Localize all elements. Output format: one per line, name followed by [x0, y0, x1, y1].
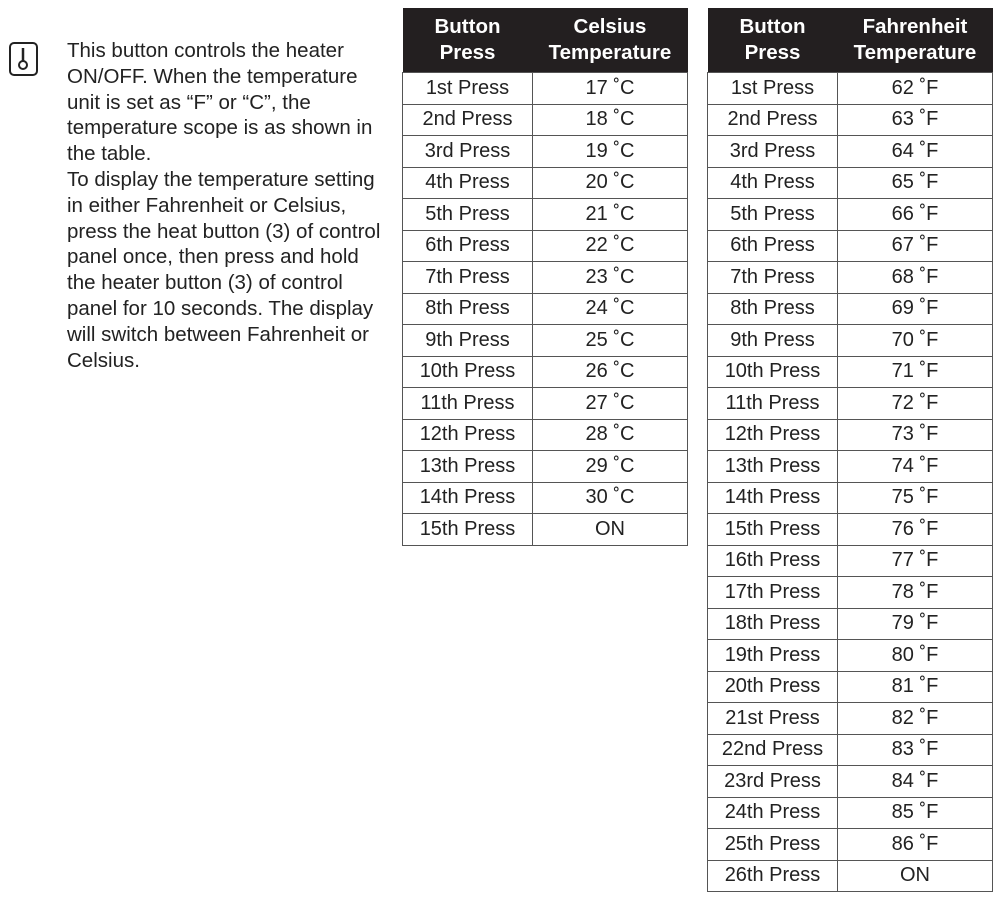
press-cell: 17th Press [708, 577, 838, 609]
press-cell: 21st Press [708, 703, 838, 735]
press-cell: 20th Press [708, 671, 838, 703]
temperature-cell: 64 ˚F [838, 136, 993, 168]
temperature-cell: 23 ˚C [533, 262, 688, 294]
press-cell: 19th Press [708, 640, 838, 672]
temperature-cell: 21 ˚C [533, 199, 688, 231]
press-cell: 18th Press [708, 608, 838, 640]
table-row [708, 640, 993, 672]
temperature-cell: 77 ˚F [838, 545, 993, 577]
press-cell: 14th Press [403, 482, 533, 514]
table-row [708, 104, 993, 136]
header-celsius-temperature: Celsius Temperature [533, 8, 688, 73]
press-cell: 2nd Press [403, 104, 533, 136]
temperature-cell: 19 ˚C [533, 136, 688, 168]
temperature-cell: 18 ˚C [533, 104, 688, 136]
table-row [403, 388, 688, 420]
press-cell: 6th Press [708, 230, 838, 262]
header-button-press: Button Press [403, 8, 533, 73]
temperature-cell: 63 ˚F [838, 104, 993, 136]
header-button-press: Button Press [708, 8, 838, 73]
press-cell: 9th Press [403, 325, 533, 357]
table-row [708, 545, 993, 577]
temperature-cell: 84 ˚F [838, 766, 993, 798]
press-cell: 13th Press [708, 451, 838, 483]
temperature-cell: 68 ˚F [838, 262, 993, 294]
table-row [403, 199, 688, 231]
press-cell: 12th Press [403, 419, 533, 451]
press-cell: 9th Press [708, 325, 838, 357]
table-row [708, 514, 993, 546]
table-row [708, 262, 993, 294]
table-row [708, 766, 993, 798]
temperature-cell: 86 ˚F [838, 829, 993, 861]
table-row [708, 671, 993, 703]
table-row [403, 356, 688, 388]
temperature-cell: 85 ˚F [838, 797, 993, 829]
press-cell: 6th Press [403, 230, 533, 262]
temperature-cell: 22 ˚C [533, 230, 688, 262]
table-row [403, 514, 688, 546]
temperature-cell: 70 ˚F [838, 325, 993, 357]
press-cell: 1st Press [403, 73, 533, 105]
press-cell: 11th Press [708, 388, 838, 420]
press-cell: 5th Press [403, 199, 533, 231]
press-cell: 3rd Press [403, 136, 533, 168]
table-row [708, 797, 993, 829]
table-row [403, 451, 688, 483]
temperature-cell: 75 ˚F [838, 482, 993, 514]
temperature-cell: 78 ˚F [838, 577, 993, 609]
temperature-cell: 25 ˚C [533, 325, 688, 357]
press-cell: 7th Press [708, 262, 838, 294]
press-cell: 16th Press [708, 545, 838, 577]
celsius-table [402, 8, 688, 546]
heater-description [67, 38, 387, 373]
fahrenheit-table [707, 8, 993, 892]
temperature-cell: 74 ˚F [838, 451, 993, 483]
table-row [708, 577, 993, 609]
press-cell: 15th Press [708, 514, 838, 546]
description-paragraph: This button controls the heater ON/OFF. When the temperature unit is set as “F” or “C”, the temperature scope is as shown in the table. [67, 39, 373, 166]
table-row [708, 293, 993, 325]
press-cell: 24th Press [708, 797, 838, 829]
table-row [708, 199, 993, 231]
temperature-cell: 69 ˚F [838, 293, 993, 325]
temperature-cell: 62 ˚F [838, 73, 993, 105]
temperature-cell: 30 ˚C [533, 482, 688, 514]
press-cell: 15th Press [403, 514, 533, 546]
description-paragraph: To display the temperature setting in either Fahrenheit or Celsius, press the heat button (3) of control panel once, then press and hold the heater button (3) of control panel for 10 seconds. The display will switch between Fahrenheit or Celsius. [67, 167, 381, 372]
table-row [708, 388, 993, 420]
table-row [403, 262, 688, 294]
table-row [708, 167, 993, 199]
press-cell: 7th Press [403, 262, 533, 294]
temperature-cell: 80 ˚F [838, 640, 993, 672]
table-row [708, 73, 993, 105]
temperature-cell: 28 ˚C [533, 419, 688, 451]
press-cell: 2nd Press [708, 104, 838, 136]
temperature-cell: 24 ˚C [533, 293, 688, 325]
press-cell: 22nd Press [708, 734, 838, 766]
table-row [708, 451, 993, 483]
table-row [708, 136, 993, 168]
table-row [403, 482, 688, 514]
temperature-cell: 26 ˚C [533, 356, 688, 388]
temperature-cell: ON [838, 860, 993, 892]
table-row [708, 230, 993, 262]
press-cell: 23rd Press [708, 766, 838, 798]
temperature-cell: 66 ˚F [838, 199, 993, 231]
temperature-cell: 82 ˚F [838, 703, 993, 735]
press-cell: 25th Press [708, 829, 838, 861]
press-cell: 8th Press [708, 293, 838, 325]
table-row [403, 419, 688, 451]
temperature-cell: ON [533, 514, 688, 546]
table-row [403, 73, 688, 105]
press-cell: 14th Press [708, 482, 838, 514]
press-cell: 10th Press [403, 356, 533, 388]
press-cell: 26th Press [708, 860, 838, 892]
table-row [708, 356, 993, 388]
table-row [708, 703, 993, 735]
table-row [708, 860, 993, 892]
temperature-cell: 72 ˚F [838, 388, 993, 420]
table-row [708, 734, 993, 766]
table-row [708, 829, 993, 861]
temperature-cell: 76 ˚F [838, 514, 993, 546]
temperature-cell: 27 ˚C [533, 388, 688, 420]
press-cell: 5th Press [708, 199, 838, 231]
temperature-cell: 17 ˚C [533, 73, 688, 105]
temperature-cell: 73 ˚F [838, 419, 993, 451]
table-row [403, 230, 688, 262]
press-cell: 11th Press [403, 388, 533, 420]
temperature-cell: 83 ˚F [838, 734, 993, 766]
temperature-cell: 29 ˚C [533, 451, 688, 483]
header-fahrenheit-temperature: Fahrenheit Temperature [838, 8, 993, 73]
press-cell: 3rd Press [708, 136, 838, 168]
table-row [403, 104, 688, 136]
table-row [708, 325, 993, 357]
press-cell: 13th Press [403, 451, 533, 483]
table-row [708, 419, 993, 451]
press-cell: 4th Press [708, 167, 838, 199]
temperature-cell: 79 ˚F [838, 608, 993, 640]
table-row [708, 482, 993, 514]
table-row [403, 293, 688, 325]
table-row [403, 167, 688, 199]
temperature-cell: 65 ˚F [838, 167, 993, 199]
table-row [403, 325, 688, 357]
press-cell: 10th Press [708, 356, 838, 388]
press-cell: 12th Press [708, 419, 838, 451]
table-row [708, 608, 993, 640]
temperature-cell: 71 ˚F [838, 356, 993, 388]
temperature-cell: 67 ˚F [838, 230, 993, 262]
table-row [403, 136, 688, 168]
press-cell: 8th Press [403, 293, 533, 325]
temperature-cell: 20 ˚C [533, 167, 688, 199]
thermometer-icon [9, 42, 38, 76]
press-cell: 1st Press [708, 73, 838, 105]
press-cell: 4th Press [403, 167, 533, 199]
temperature-cell: 81 ˚F [838, 671, 993, 703]
